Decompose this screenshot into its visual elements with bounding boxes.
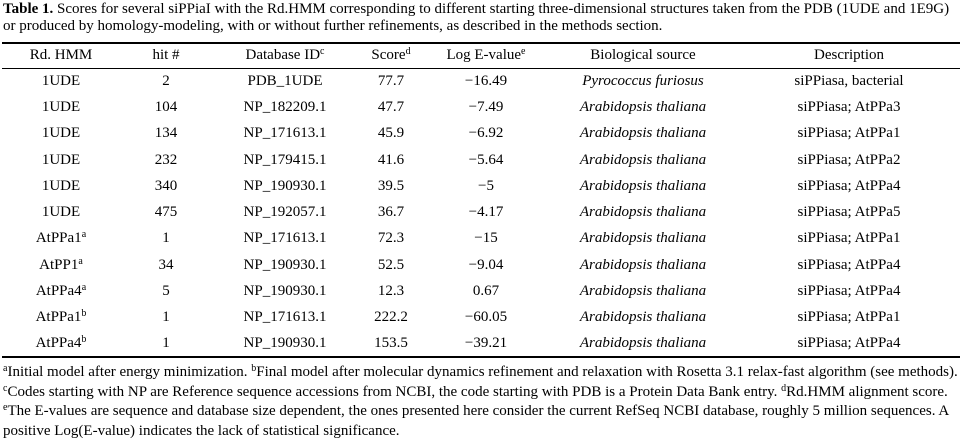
rd-hmm-cell: 1UDE	[41, 125, 81, 142]
rd-hmm-cell: 1UDE	[41, 151, 81, 168]
biological-source-cell: Arabidopsis thaliana	[579, 177, 707, 194]
log-e-value-cell: −4.17	[468, 204, 504, 221]
database-id-cell: NP_190930.1	[243, 283, 327, 300]
rd-hmm-cell: AtPPa4$^a$	[35, 282, 87, 300]
rd-hmm-cell: 1UDE	[41, 98, 81, 115]
footnote-mark: d	[781, 382, 787, 394]
description-cell: siPPiasa; AtPPa4	[797, 283, 901, 300]
table-row	[2, 305, 960, 331]
log-e-value-cell: −15	[474, 230, 498, 247]
description-cell: siPPiasa; AtPPa2	[797, 151, 901, 168]
footnote-text: Initial model after energy minimization.	[7, 364, 252, 380]
score-cell: 52.5	[377, 256, 405, 273]
hit-cell: 5	[162, 283, 170, 300]
rd-hmm-cell: AtPPa4$^b$	[2, 331, 120, 357]
rd-hmm-cell: AtPPa1$^b$	[35, 308, 87, 326]
score-cell: 72.3	[377, 230, 405, 247]
scores-table	[2, 42, 960, 358]
database-id-cell: NP_171613.1	[243, 125, 327, 142]
hit-cell: 34	[158, 256, 174, 273]
biological-source-cell: Arabidopsis thaliana	[579, 230, 707, 247]
table-label: Table 1.	[3, 1, 54, 17]
table-row	[2, 331, 960, 357]
biological-source-cell: Arabidopsis thaliana	[579, 309, 707, 326]
database-id-cell: NP_179415.1	[243, 151, 327, 168]
hit-cell: 104	[154, 98, 178, 115]
footnote-mark: c	[3, 382, 8, 394]
hit-cell: 1	[162, 230, 170, 247]
hit-cell: 1	[162, 309, 170, 326]
table-row	[2, 121, 960, 147]
database-id-cell: NP_190930.1	[243, 256, 327, 273]
hit-cell: 475	[154, 204, 178, 221]
biological-source-cell: Arabidopsis thaliana	[579, 283, 707, 300]
log-e-value-cell: −60.05	[464, 309, 508, 326]
description-cell: siPPiasa; AtPPa4	[738, 331, 960, 357]
hit-cell: 232	[154, 151, 178, 168]
description-cell: siPPiasa; AtPPa5	[797, 204, 901, 221]
score-cell: 153.5	[358, 331, 424, 357]
description-cell: siPPiasa; AtPPa1	[797, 125, 901, 142]
log-e-value-cell: −6.92	[468, 125, 504, 142]
description-cell: siPPiasa; AtPPa1	[797, 309, 901, 326]
database-id-cell: NP_171613.1	[243, 309, 327, 326]
biological-source-cell: Arabidopsis thaliana	[579, 125, 707, 142]
header-log-e-value: Log E-value$^e$	[424, 43, 548, 68]
hit-cell: 1	[120, 331, 212, 357]
hit-cell: 340	[154, 177, 178, 194]
footnote-text: Final model after molecular dynamics refinement and relaxation with Rosetta 3.1 relax-fast algorithm (see methods).	[256, 364, 958, 380]
table-row	[2, 226, 960, 252]
description-cell: siPPiasa, bacterial	[794, 72, 904, 89]
score-cell: 45.9	[377, 125, 405, 142]
log-e-value-cell: −9.04	[468, 256, 504, 273]
biological-source-cell: Arabidopsis thaliana	[579, 98, 707, 115]
footnote-mark: a	[3, 363, 8, 374]
table-row	[2, 252, 960, 278]
footnote-text: Rd.HMM alignment score.	[786, 383, 948, 400]
description-cell: siPPiasa; AtPPa3	[797, 98, 901, 115]
log-e-value-cell: −5	[478, 177, 494, 194]
table-row	[2, 147, 960, 173]
table-row	[2, 278, 960, 304]
log-e-value-cell: −16.49	[464, 72, 508, 89]
table-row	[2, 68, 960, 94]
rd-hmm-cell: 1UDE	[41, 177, 81, 194]
database-id-cell: NP_190930.1	[212, 331, 358, 357]
table-row	[2, 199, 960, 225]
table-caption	[3, 1, 958, 35]
rd-hmm-cell: AtPP1$^a$	[39, 255, 83, 273]
biological-source-cell: Pyrococcus furiosus	[582, 72, 704, 89]
database-id-cell: NP_190930.1	[243, 177, 327, 194]
log-e-value-cell: −5.64	[468, 151, 504, 168]
footnote-mark: e	[3, 402, 8, 413]
hit-cell: 134	[154, 125, 178, 142]
description-cell: siPPiasa; AtPPa4	[797, 256, 901, 273]
database-id-cell: NP_171613.1	[243, 230, 327, 247]
log-e-value-cell: −7.49	[468, 98, 504, 115]
header-database-id: Database $ID^c$	[212, 43, 358, 68]
caption-text: Scores for several siPPiaI with the Rd.HMM corresponding to different starting three-dimensional structures taken from the PDB (1UDE and 1E9G) or produced by homology-modeling, with or without further refinements, as described in the methods section.	[3, 1, 950, 34]
database-id-cell: PDB_1UDE	[247, 72, 323, 89]
rd-hmm-cell: 1UDE	[41, 72, 81, 89]
hit-cell: 2	[162, 72, 170, 89]
score-cell: 47.7	[377, 98, 405, 115]
score-cell: 39.5	[377, 177, 405, 194]
table-row	[2, 94, 960, 120]
header-description: Description	[738, 43, 960, 68]
biological-source-cell: Arabidopsis thaliana	[579, 256, 707, 273]
description-cell: siPPiasa; AtPPa4	[797, 177, 901, 194]
footnote-text: The E-values are sequence and database size dependent, the ones presented here consider the current RefSeq NCBI database, roughly 5 million sequences. A positive Log(E-value) indicates the lack of statistical significance.	[3, 403, 949, 439]
log-e-value-cell: −39.21	[424, 331, 548, 357]
log-e-value-cell: 0.67	[472, 283, 500, 300]
biological-source-cell: Arabidopsis thaliana	[548, 331, 738, 357]
header-rd-hmm: Rd. HMM	[2, 43, 120, 68]
database-id-cell: NP_182209.1	[243, 98, 327, 115]
biological-source-cell: Arabidopsis thaliana	[579, 151, 707, 168]
score-cell: 222.2	[374, 309, 408, 326]
footnote-mark: b	[251, 363, 257, 374]
score-cell: 36.7	[377, 204, 405, 221]
biological-source-cell: Arabidopsis thaliana	[579, 204, 707, 221]
header-row	[2, 43, 960, 68]
table-row	[2, 173, 960, 199]
table-footnotes	[3, 363, 961, 441]
footnote-text: Codes starting with NP are Reference sequence accessions from NCBI, the code starting with PDB is a Protein Data Bank entry.	[7, 383, 782, 400]
header-biological-source: Biological source	[548, 43, 738, 68]
header-hit: hit #	[120, 43, 212, 68]
score-cell: 77.7	[377, 72, 405, 89]
header-score: Score$^d$	[358, 43, 424, 68]
rd-hmm-cell: AtPPa1$^a$	[35, 229, 87, 247]
description-cell: siPPiasa; AtPPa1	[797, 230, 901, 247]
database-id-cell: NP_192057.1	[243, 204, 327, 221]
rd-hmm-cell: 1UDE	[41, 204, 81, 221]
score-cell: 41.6	[377, 151, 405, 168]
score-cell: 12.3	[377, 283, 405, 300]
